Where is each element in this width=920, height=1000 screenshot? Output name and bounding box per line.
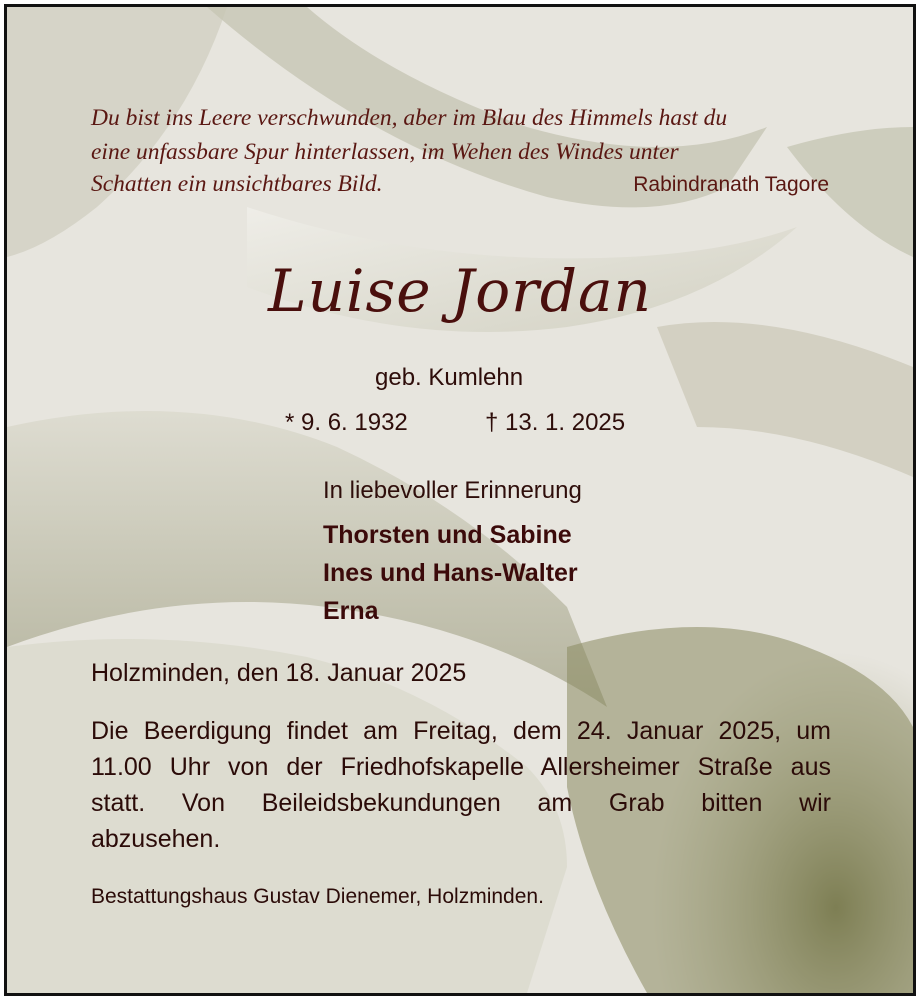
death-date: † 13. 1. 2025 (485, 409, 626, 436)
remembrance-line: In liebevoller Erinnerung (323, 477, 582, 504)
quote-line-3: Schatten ein unsichtbares Bild. (91, 171, 383, 197)
place-date: Holzminden, den 18. Januar 2025 (91, 659, 467, 687)
deceased-name: Luise Jordan (268, 257, 652, 325)
mourner-2: Ines und Hans-Walter (323, 559, 578, 587)
quote-line-1: Du bist ins Leere verschwunden, aber im Blau des Himmels hast du (91, 105, 728, 131)
quote-line-2: eine unfassbare Spur hinterlassen, im Wehen des Windes unter (91, 139, 679, 165)
funeral-line-1: Die Beerdigung findet am Freitag, dem 24. Januar 2025, um (91, 717, 831, 745)
mourner-1: Thorsten und Sabine (323, 521, 572, 549)
funeral-line-2: 11.00 Uhr von der Friedhofskapelle Allersheimer Straße aus (91, 753, 831, 781)
quote-author: Rabindranath Tagore (633, 173, 829, 196)
birth-date: * 9. 6. 1932 (285, 409, 408, 436)
undertaker: Bestattungshaus Gustav Dienemer, Holzminden. (91, 885, 544, 908)
mourner-3: Erna (323, 597, 379, 625)
birth-name: geb. Kumlehn (375, 364, 524, 391)
obituary-card (4, 4, 916, 996)
funeral-line-4: abzusehen. (91, 825, 221, 853)
funeral-line-3: statt. Von Beileidsbekundungen am Grab bitten wir (91, 789, 831, 817)
